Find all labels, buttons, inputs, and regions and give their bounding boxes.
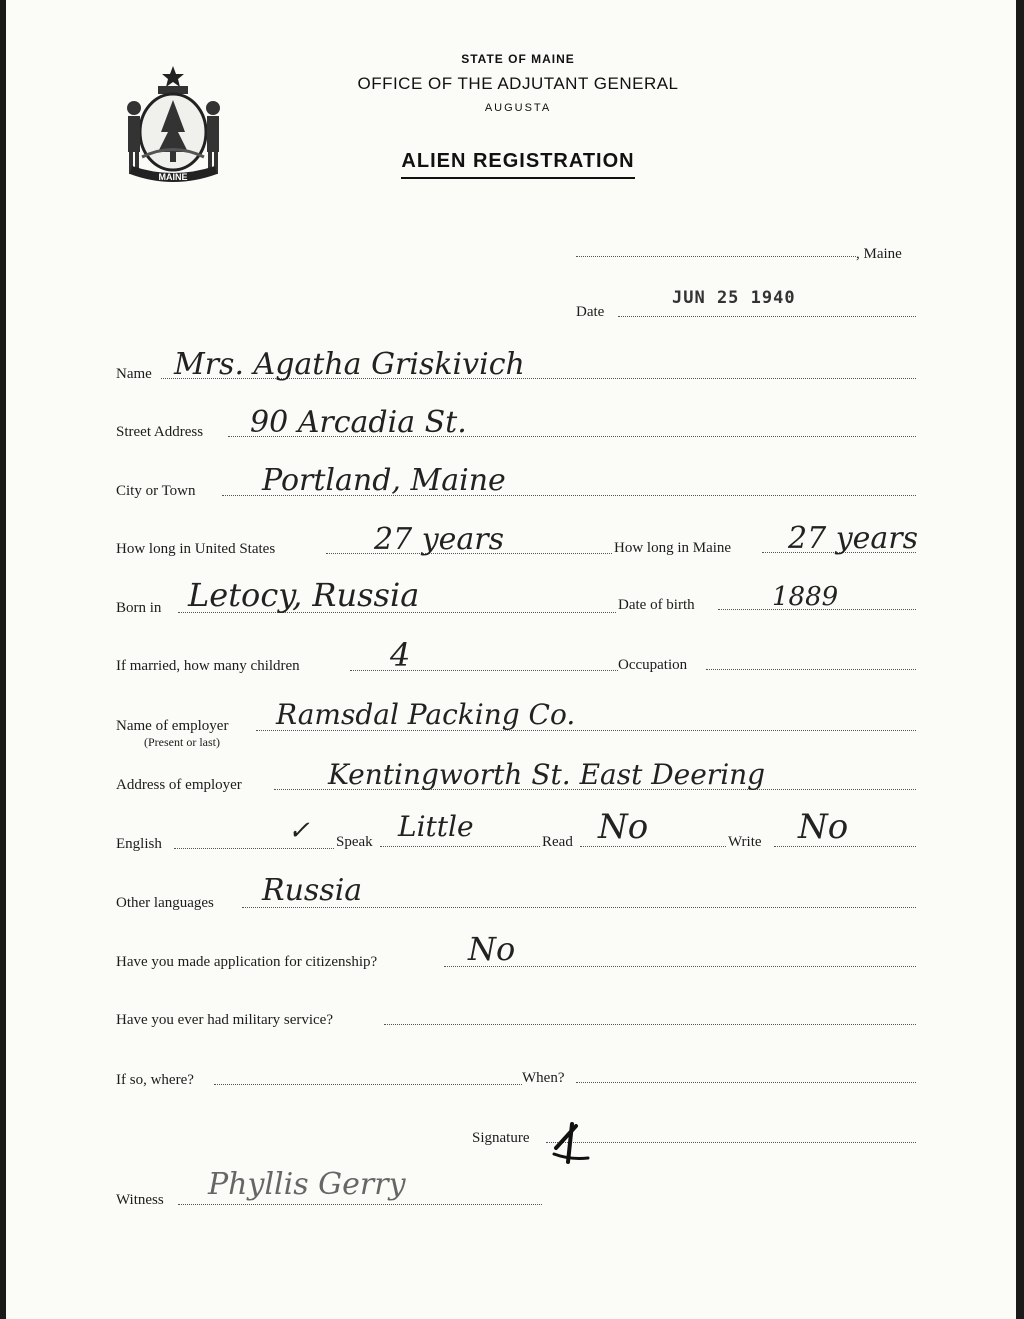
military-line xyxy=(384,1024,916,1025)
occupation-line xyxy=(706,669,916,670)
state-heading: STATE OF MAINE xyxy=(461,52,575,66)
employer-sublabel: (Present or last) xyxy=(144,735,220,749)
employer-label: Name of employer xyxy=(116,718,229,734)
city-value: Portland, Maine xyxy=(262,463,506,498)
english-label: English xyxy=(116,836,162,852)
office-heading: OFFICE OF THE ADJUTANT GENERAL xyxy=(357,74,679,93)
speak-value: Little xyxy=(398,810,474,843)
born-value: Letocy, Russia xyxy=(188,576,420,614)
dob-label: Date of birth xyxy=(618,597,695,613)
city-heading: AUGUSTA xyxy=(484,102,552,114)
occupation-label: Occupation xyxy=(618,657,688,673)
employer-address-value: Kentingworth St. East Deering xyxy=(328,758,766,791)
other-languages-label: Other languages xyxy=(116,895,214,911)
employer-address-label: Address of employer xyxy=(116,777,242,793)
maine-state-seal-icon xyxy=(116,62,231,192)
svg-text:MAINE: MAINE xyxy=(158,172,188,182)
place-line xyxy=(576,256,856,257)
name-value: Mrs. Agatha Griskivich xyxy=(174,347,525,382)
us-duration-value: 27 years xyxy=(374,522,505,557)
witness-label: Witness xyxy=(116,1192,164,1208)
place-suffix: , Maine xyxy=(856,246,902,262)
employer-value: Ramsdal Packing Co. xyxy=(276,698,576,731)
date-line xyxy=(618,316,916,317)
form-title-text: ALIEN REGISTRATION xyxy=(401,150,634,179)
children-label: If married, how many children xyxy=(116,658,300,674)
english-line xyxy=(174,848,334,849)
street-label: Street Address xyxy=(116,424,204,440)
other-languages-value: Russia xyxy=(262,873,363,908)
where-line xyxy=(214,1084,522,1085)
name-label: Name xyxy=(116,366,152,382)
maine-duration-value: 27 years xyxy=(788,521,919,556)
maine-duration-label: How long in Maine xyxy=(614,540,732,556)
children-value: 4 xyxy=(390,636,411,674)
military-label: Have you ever had military service? xyxy=(116,1012,333,1028)
signature-line xyxy=(546,1142,916,1143)
street-value: 90 Arcadia St. xyxy=(250,405,467,440)
write-value: No xyxy=(798,807,849,847)
read-label: Read xyxy=(542,834,573,850)
us-duration-label: How long in United States xyxy=(116,541,276,557)
witness-signature: Phyllis Gerry xyxy=(208,1167,406,1202)
city-label: City or Town xyxy=(116,483,196,499)
citizenship-label: Have you made application for citizenship? xyxy=(116,954,378,970)
witness-line xyxy=(178,1204,542,1205)
when-line xyxy=(576,1082,916,1083)
registration-form xyxy=(6,0,1016,1319)
signature-mark-icon xyxy=(546,1118,596,1168)
date-stamp: JUN 25 1940 xyxy=(672,288,796,308)
where-label: If so, where? xyxy=(116,1072,194,1088)
speak-line xyxy=(380,846,540,847)
born-label: Born in xyxy=(116,600,162,616)
dob-value: 1889 xyxy=(772,582,839,612)
write-label: Write xyxy=(728,834,762,850)
when-label: When? xyxy=(522,1070,565,1086)
citizenship-value: No xyxy=(468,930,516,968)
signature-label: Signature xyxy=(472,1130,530,1146)
speak-label: Speak xyxy=(336,834,373,850)
read-value: No xyxy=(598,807,649,847)
date-label: Date xyxy=(576,304,605,320)
english-value: ✓ xyxy=(288,816,310,846)
